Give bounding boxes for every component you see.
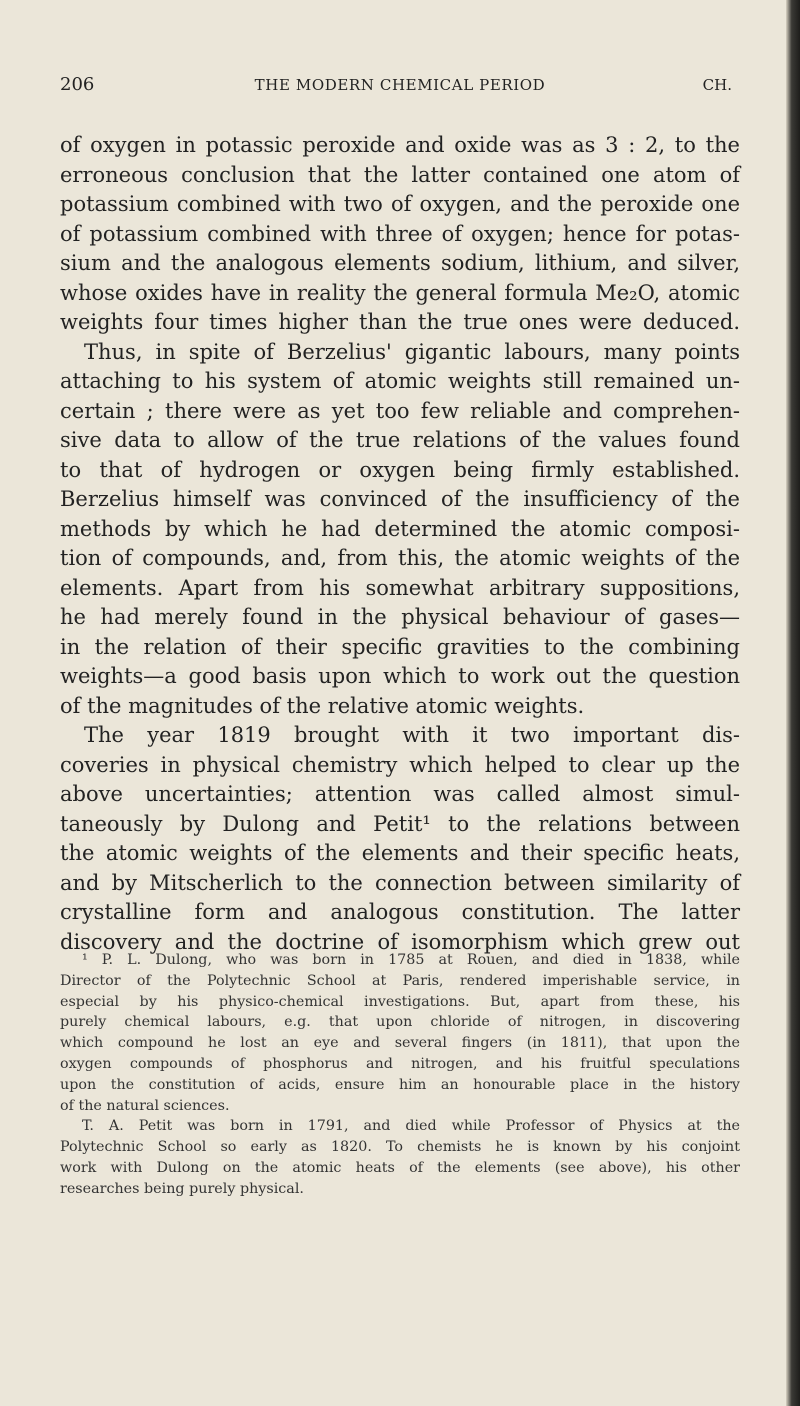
text-line: tion of compounds, and, from this, the atomic weights of the [60,546,740,570]
text-line: and by Mitscherlich to the connection between similarity of [60,870,740,895]
page-header [60,74,740,98]
text-line: methods by which he had determined the atomic composi- [60,516,740,541]
text-line: Thus, in spite of Berzelius' gigantic labours, many points [84,339,740,364]
text-line: to that of hydrogen or oxygen being firmly established. [60,457,740,482]
text-line: elements. Apart from his somewhat arbitrary suppositions, [60,575,740,600]
text-line: weights—a good basis upon which to work out the question [60,664,740,688]
footnote-line: work with Dulong on the atomic heats of the elements (see above), his other [60,1159,740,1176]
footnote-line: researches being purely physical. [60,1180,304,1197]
footnote-line: T. A. Petit was born in 1791, and died while Professor of Physics at the [82,1118,740,1135]
footnote-line: Polytechnic School so early as 1820. To chemists he is known by his conjoint [60,1139,740,1156]
text-line: of the magnitudes of the relative atomic weights. [60,693,585,718]
text-line: erroneous conclusion that the latter contained one atom of [60,162,740,187]
body-text [60,131,740,957]
text-line: attaching to his system of atomic weights still remained un- [60,369,740,393]
text-line: weights four times higher than the true ones were deduced. [60,310,740,334]
page-binding-edge [786,0,800,1406]
text-line: of oxygen in potassic peroxide and oxide was as 3 : 2, to the [60,133,740,157]
text-line: taneously by Dulong and Petit¹ to the relations between [60,811,740,836]
text-line: coveries in physical chemistry which helped to clear up the [60,752,740,777]
text-line: the atomic weights of the elements and their specific heats, [60,841,740,865]
running-title: THE MODERN CHEMICAL PERIOD [254,76,546,94]
footnote-line: which compound he lost an eye and several fingers (in 1811), that upon the [60,1035,740,1052]
text-line: whose oxides have in reality the general formula Me₂O, atomic [60,280,740,305]
text-line: discovery and the doctrine of isomorphism which grew out [60,929,740,954]
text-line: in the relation of their specific gravities to the combining [60,634,740,659]
footnote-line: especial by his physico-chemical investigations. But, apart from these, his [60,993,740,1010]
text-line: sive data to allow of the true relations of the values found [60,428,740,452]
text-line: Berzelius himself was convinced of the insufficiency of the [60,487,740,511]
footnote-line: ¹ P. L. Dulong, who was born in 1785 at Rouen, and died in 1838, while [82,952,740,968]
text-line: above uncertainties; attention was called almost simul- [60,782,740,806]
footnote-line: purely chemical labours, e.g. that upon chloride of nitrogen, in discovering [60,1014,740,1031]
text-line: he had merely found in the physical behaviour of gases— [60,605,740,629]
footnotes [60,950,740,1200]
footnote-line: Director of the Polytechnic School at Paris, rendered imperishable service, in [60,972,740,989]
text-line: of potassium combined with three of oxygen; hence for potas- [60,221,740,246]
footnote-line: upon the constitution of acids, ensure him an honourable place in the history [60,1076,740,1093]
text-line: The year 1819 brought with it two important dis- [84,723,740,747]
chapter-abbrev: CH. [702,76,732,94]
footnote-line: oxygen compounds of phosphorus and nitrogen, and his fruitful speculations [60,1055,740,1072]
page-number: 206 [60,74,95,95]
text-line: potassium combined with two of oxygen, and the peroxide one [60,192,740,216]
footnote-line: of the natural sciences. [60,1097,230,1114]
text-line: certain ; there were as yet too few reliable and comprehen- [60,398,740,423]
text-line: crystalline form and analogous constitution. The latter [60,900,740,924]
text-line: sium and the analogous elements sodium, lithium, and silver, [60,251,740,275]
